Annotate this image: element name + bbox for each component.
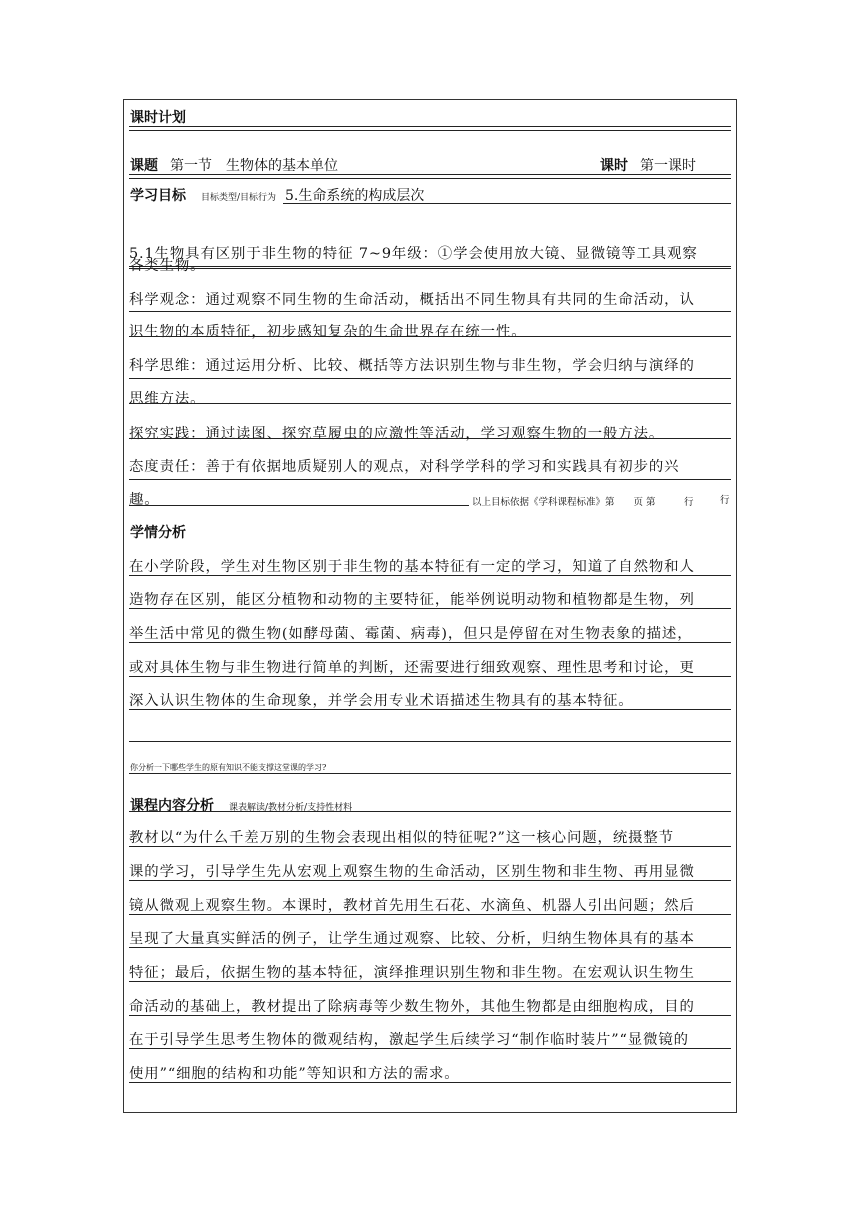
goal-line-rule: [129, 311, 731, 312]
content-line-rule: [129, 880, 731, 881]
learner-line: 举生活中常见的微生物(如酵母菌、霉菌、病毒)，但只是停留在对生物表象的描述，: [129, 626, 693, 642]
content-line-rule: [129, 914, 731, 915]
learner-line: 或对具体生物与非生物进行简单的判断，还需要进行细致观察、理性思考和讨论，更: [129, 660, 695, 676]
content-line: 镜从微观上观察生物。本课时，教材首先用生石花、水滴鱼、机器人引出问题；然后: [129, 898, 695, 914]
goal-line-rule: [129, 438, 731, 439]
learner-line-rule: [129, 608, 731, 609]
content-analysis-label: 课程内容分析: [130, 798, 214, 814]
goal-line: 识生物的本质特征，初步感知复杂的生命世界存在统一性。: [129, 324, 527, 340]
learner-line-rule: [129, 709, 731, 710]
goal-line: 5.1生物具有区别于非生物的特征 7~9年级：①学会使用放大镜、显微镜等工具观察: [129, 246, 698, 262]
learner-line-rule: [129, 642, 731, 643]
goal-line: 态度责任：善于有依据地质疑别人的观点，对科学学科的学习和实践具有初步的兴: [129, 459, 680, 475]
goal-line-rule: [129, 266, 731, 267]
learner-analysis-label: 学情分析: [130, 525, 186, 541]
plan-title: 课时计划: [130, 110, 186, 126]
learner-line-rule: [129, 676, 731, 677]
content-line: 特征；最后，依据生物的基本特征，演绎推理识别生物和非生物。在宏观认识生物生: [129, 965, 695, 981]
content-line-rule: [129, 846, 731, 847]
content-line: 命活动的基础上，教材提出了除病毒等少数生物外，其他生物都是由细胞构成，目的: [129, 999, 695, 1015]
period-value: 第一课时: [640, 158, 696, 174]
topic-value: 第一节 生物体的基本单位: [170, 158, 338, 174]
content-line: 在于引导学生思考生物体的微观结构，激起学生后续学习“制作临时装片”“显微镜的: [129, 1032, 689, 1048]
goal-line-rule: [129, 336, 731, 337]
goal-line-rule: [129, 479, 731, 480]
content-analysis-sublabel: 课表解读/教材分析/支持性材料: [229, 803, 353, 813]
goal-line: 趣。: [129, 492, 160, 508]
goal-line: 科学思维：通过运用分析、比较、概括等方法识别生物与非生物，学会归纳与演绎的: [129, 358, 695, 374]
topic-divider: [129, 174, 731, 179]
prompt-rule: [129, 773, 731, 774]
goals-source-line-char: 行: [720, 495, 730, 506]
content-line-rule: [129, 1048, 731, 1049]
content-line: 教材以“为什么千差万别的生物会表现出相似的特征呢?”这一核心问题，统摄整节: [129, 830, 675, 846]
goal-line-rule: [129, 505, 469, 506]
learner-prompt: 你分析一下哪些学生的原有知识不能支撑这堂课的学习?: [130, 763, 327, 772]
content-header-rule: [129, 811, 731, 812]
topic-label: 课题: [130, 158, 158, 174]
content-line-rule: [129, 1015, 731, 1016]
content-line: 课的学习，引导学生先从宏观上观察生物的生命活动，区别生物和非生物、再用显微: [129, 864, 695, 880]
goal-line: 探究实践：通过读图、探究草履虫的应激性等活动，学习观察生物的一般方法。: [129, 426, 665, 442]
goal-line: 思维方法。: [129, 391, 206, 407]
goal-line-rule: [129, 378, 731, 379]
learner-line: 在小学阶段，学生对生物区别于非生物的基本特征有一定的学习，知道了自然物和人: [129, 559, 695, 575]
goals-source-note: 以上目标依据《学科课程标准》第 页 第 行: [472, 497, 694, 508]
content-line: 呈现了大量真实鲜活的例子，让学生通过观察、比较、分析，归纳生物体具有的基本: [129, 931, 695, 947]
goal-line: 各类生物。: [129, 258, 206, 274]
learner-line: 造物存在区别，能区分植物和动物的主要特征，能举例说明动物和植物都是生物，列: [129, 592, 695, 608]
title-divider: [129, 126, 731, 131]
goal-line: 科学观念：通过观察不同生物的生命活动，概括出不同生物具有共同的生命活动，认: [129, 292, 695, 308]
content-line-rule: [129, 1082, 731, 1083]
goals-label: 学习目标: [130, 188, 186, 204]
content-line-rule: [129, 981, 731, 982]
learner-line-rule: [129, 575, 731, 576]
goal-line-rule: [129, 268, 731, 269]
content-line: 使用”“细胞的结构和功能”等知识和方法的需求。: [129, 1066, 460, 1082]
goal-line-rule: [129, 403, 731, 404]
content-line-rule: [129, 947, 731, 948]
goals-topic-underline: [283, 203, 731, 204]
goals-sublabel: 目标类型/目标行为: [201, 193, 277, 203]
blank-line-rule: [129, 741, 731, 742]
learner-line: 深入认识生物体的生命现象，并学会用专业术语描述生物具有的基本特征。: [129, 693, 634, 709]
period-label: 课时: [600, 158, 628, 174]
goals-topic-value: 5.生命系统的构成层次: [285, 188, 425, 204]
